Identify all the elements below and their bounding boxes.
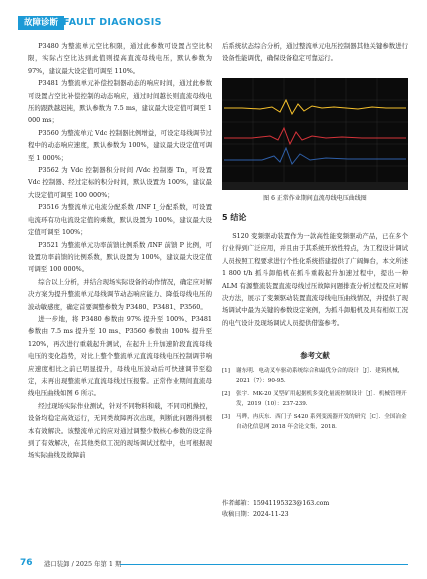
reference-number: [3] xyxy=(222,413,230,420)
oscilloscope-trace xyxy=(222,78,408,190)
paragraph: P3516 为整流单元电流分配系数 /INF I_分配系数，可设置电流环有功电流设定值的乘数，默认设置为 100%，建议最大设定值可调至 100%； xyxy=(28,203,212,237)
paragraph: P3560 为整流单元 Vdc 控制器比例增益，可设定母线调节过程中的动态响应速度，默认参数为 100%，建议最大设定值可调至 1 000%； xyxy=(28,128,212,162)
reference-item xyxy=(222,366,408,387)
received-label: 收稿日期： xyxy=(222,511,253,518)
reference-text: 张宇．MK-20 叉型矿用起据机多变化量流控制设计［J］．机械管理开发，2019（10）：237-239． xyxy=(236,390,407,408)
references-list xyxy=(222,366,408,434)
paragraph: P3480 为整流单元空比积限，通过此参数可设置占空比积限，实际占空比达到此值则提高直流母线电压，默认参数为 97%，建议最大设定值可调至 110%。 xyxy=(28,42,212,75)
page-footer xyxy=(0,556,427,572)
reference-item xyxy=(222,389,408,410)
section-title-en: FAULT DIAGNOSIS xyxy=(63,17,162,28)
paragraph: 综合以上分析，并结合现场实际设备的动作情况，确定应对解决方案为提升整流单元母线调节动态响应能力、降低母线电压的波动敏感度，确定首要调整参数为 P3480、P3481、P3560。 xyxy=(28,277,212,311)
paragraph: P3562 为 Vdc 控制器积分时间 /Vdc 控制器 Tn，可设置 Vdc 控制器、经过定标的积分时间，默认设置为 100%，建议最大设定值可调至 100 000%； xyxy=(28,166,212,199)
reference-number: [1] xyxy=(222,368,230,374)
received-date: 2024-11-23 xyxy=(252,511,289,518)
reference-number: [2] xyxy=(222,390,230,397)
paragraph: P3521 为整流单元功率前馈比例系数 /INF 前馈 P 比例，可设置功率前馈的比例系数，默认设置为 100%，建议最大设定值可调至 100 000%。 xyxy=(28,240,212,274)
figure-6-dc-bus-voltage-plot xyxy=(222,78,408,190)
author-email-line xyxy=(222,498,408,509)
reference-text: 马晔，冉庆东．西门子 S420 系列变流器开发的研究［C］．全国冶金自动化信息网 2018 年会论文集，2018． xyxy=(236,413,407,431)
right-column-intro xyxy=(222,40,408,65)
magazine-issue: 港口装卸 / 2025 年第 1 期 xyxy=(44,560,122,568)
section-tag: 故障诊断 xyxy=(18,16,64,30)
references-heading: 参考文献 xyxy=(300,351,330,360)
author-email-label: 作者邮箱： xyxy=(222,500,253,507)
page-number: 76 xyxy=(20,558,33,568)
section-heading: 5 结论 xyxy=(222,213,247,222)
footer-divider xyxy=(120,564,408,565)
left-column xyxy=(28,40,212,462)
paragraph: P3481 为整流单元补偿控制器动态的响应时间，通过此参数可设置占空比补偿控制的动态响应，通过时间越长则直流母线电压的跟跌越迟钝，默认参数为 7.5 ms，建议最大设定值可调至 1 000 ms； xyxy=(28,79,212,125)
reference-text: 谢东明．电动叉车驱动系统综合和最优分合的设计［J］．建筑机械，2021（7）：90-95． xyxy=(236,368,404,385)
author-info xyxy=(222,498,408,520)
paragraph: 后系统状态综合分析，通过整流单元电压控制器其他关键参数进行设备性能调优，确保设备稳定可靠运行。 xyxy=(222,42,408,63)
plot-time-axis xyxy=(222,182,408,190)
paragraph: S120 变频驱动装置作为一款高性能变频驱动产品，已在多个行业得到广泛应用，并且由于其系统开放性特点，为工程设计调试人员按照工程要求进行个性化系统搭建提供了广阔舞台，本文所述 1 800 t/h 抓斗卸船机在抓斗重载起升加速过程中，提出一种 ALM 有源整流装置直流母线过压故障问题排查分析过程及应对解决方法，展示了变频驱动装置直流母线电压曲线情况，并提供了现场调试中最为关键的参数设定案例，为抓斗卸船机及具有相似工况的电气设计及现场调试人员提供借鉴参考。 xyxy=(222,232,408,327)
author-email: 15941195323@163.com xyxy=(252,500,330,507)
received-date-line xyxy=(222,509,408,520)
page-header xyxy=(0,0,427,34)
conclusion-text xyxy=(222,230,408,329)
paragraph: 进一步地，将 P3480 参数由 97% 提升至 100%、P3481 参数由 7.5 ms 提升至 10 ms、P3560 参数由 100% 提升至 120%，再次进行重载起升测试，在起升上升加速阶段直流母线电压的变化趋势，对比上整个整流单元直流母线电压控制调节响应速度相比之前已明显提升，母线电压波动后可快速调节至稳定，未再出现整流单元直流母线过压报警。正常作业期间直流母线电压曲线如图 6 所示。 xyxy=(28,314,212,398)
figure-caption: 图 6 正常作业期间直流母线电压曲线图 xyxy=(263,195,367,202)
reference-item xyxy=(222,412,408,433)
paragraph: 经过现场实际作业测试，针对不同物料和载，不同司机操控，设备均稳定高效运行，无同类故障再次出现，判断此问题得到根本有效解决。该整流单元的应对通过调整少数核心参数的设定得到了有效解决，在其他类似工况的现场调试过程中，也可根据现场实际曲线及故障前 xyxy=(28,401,212,460)
